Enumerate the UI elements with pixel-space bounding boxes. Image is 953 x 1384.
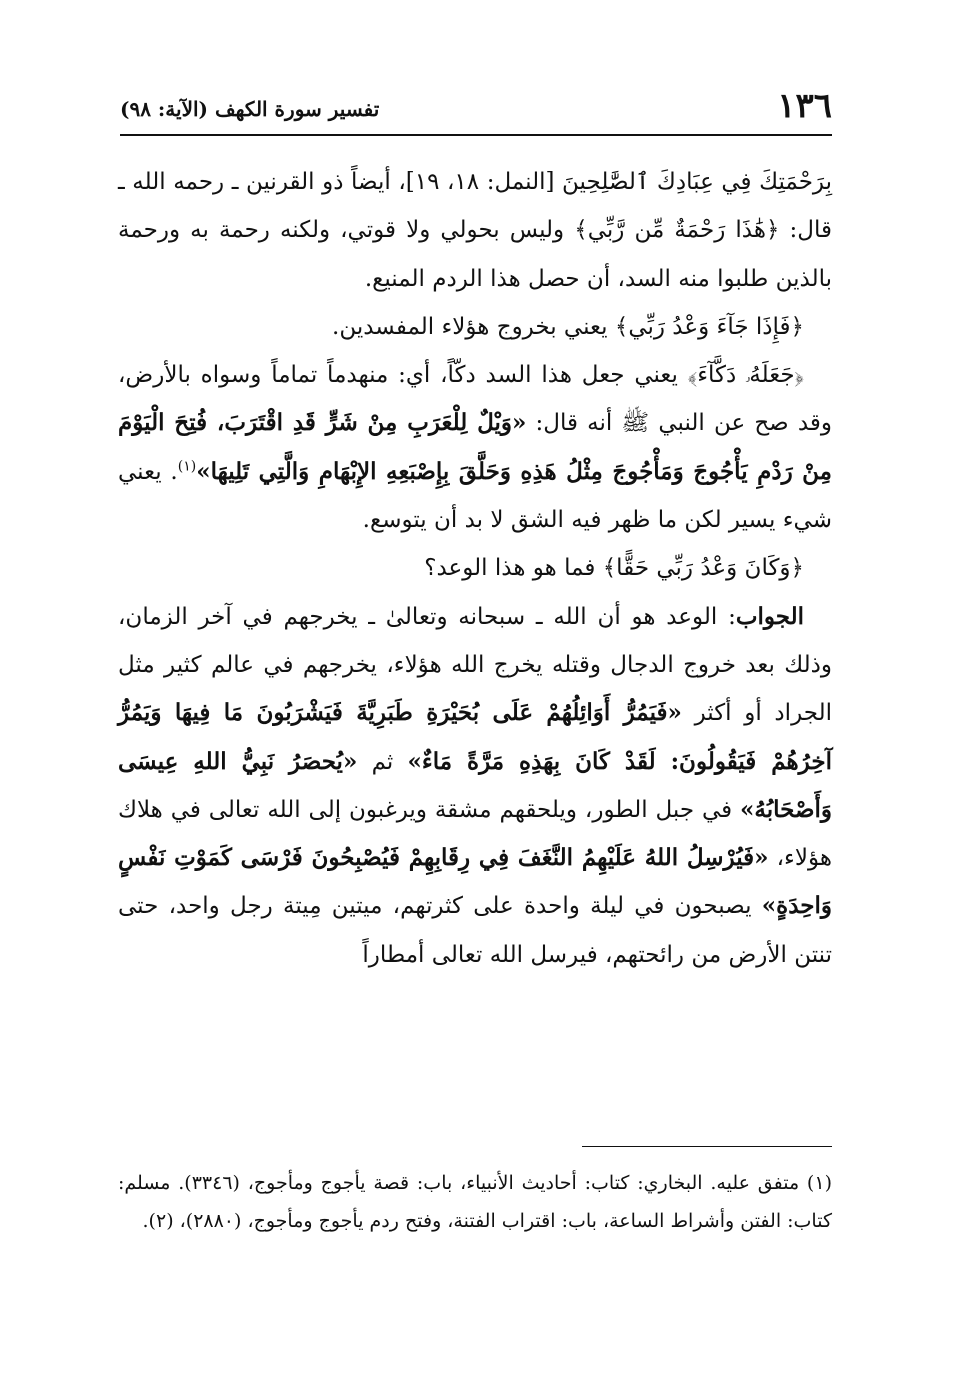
text-run: . يعني شيء يسير لكن ما ظهر فيه الشق لا بد أن يتوسع.: [118, 458, 832, 534]
quran-verse: بِرَحْمَتِكَ فِي عِبَادِكَ ٱلصَّٰلِحِينَ: [562, 169, 832, 195]
hadith-quote: «وَيْلٌ لِلْعَرَبِ مِنْ شَرٍّ قَدِ اقْتَرَبَ، فُتِحَ الْيَوْمَ مِنْ رَدْمِ يَأْجُوجَ وَمَأْجُوجَ مِثْلُ هَذِهِ وَحَلَّقَ بِإِصْبَعِهِ الإِبْهَامِ وَالَّتِي تَلِيهَا»: [118, 409, 833, 485]
hadith-quote: «فَيُرْسِلُ اللهُ عَلَيْهِمُ النَّغَفَ فِي رِقَابِهِمْ فَيُصْبِحُونَ فَرْسَى كَمَوْتِ نَفْسٍ وَاحِدَةٍ»: [118, 844, 832, 920]
answer-label: الجواب: [735, 602, 804, 630]
text-run: يصبحون في ليلة واحدة على كثرتهم، ميتين مِيتة رجل واحد، حتى تنتن الأرض من رائحتهم، فيرسل الله تعالى أمطاراً: [118, 893, 832, 968]
paragraph-3: [118, 351, 832, 544]
main-text: [118, 158, 832, 979]
paragraph-5: [118, 593, 832, 979]
text-run: ثم: [357, 748, 408, 775]
quran-verse: ﴿جَعَلَهُۥ دَكَّآءَ﴾: [687, 362, 804, 389]
text-run: [النمل: ١٨، ١٩]، أيضاً ذو القرنين ـ رحمه الله ـ قال:: [118, 169, 832, 244]
footnote-reference[interactable]: (١): [177, 458, 197, 475]
quran-verse: ﴿فَإِذَا جَآءَ وَعْدُ رَبِّي﴾: [614, 313, 804, 340]
header-rule: [120, 134, 832, 136]
paragraph-2: [118, 303, 832, 351]
hadith-quote: «يُحصَرُ نَبِيُّ اللهِ عِيسَى وَأَصْحَابُهُ»: [118, 747, 832, 823]
footnote-separator: [582, 1146, 832, 1147]
quran-verse: ﴿وَكَانَ وَعْدُ رَبِّي حَقًّا﴾: [602, 555, 804, 582]
paragraph-1: [118, 158, 832, 303]
footnote-text: (١) متفق عليه. البخاري: كتاب: أحاديث الأنبياء، باب: قصة يأجوج ومأجوج، (٣٣٤٦). مسلم: كتاب: الفتن وأشراط الساعة، باب: اقتراب الفتنة، وفتح ردم يأجوج ومأجوج، (٢٨٨٠)، (٢).: [118, 1172, 832, 1232]
text-run: في جبل الطور، ويلحقهم مشقة ويرغبون إلى الله تعالى في هلاك هؤلاء،: [118, 796, 832, 872]
text-run: يعني بخروج هؤلاء المفسدين.: [332, 313, 615, 340]
text-run: : الوعد هو أن الله ـ سبحانه وتعالىٰ ـ يخرجهم في آخر الزمان، وذلك بعد خروج الدجال وقتله يخرج الله هؤلاء، يخرجهم في عالم كثير مثل الجراد أو أكثر: [118, 603, 832, 727]
running-title: تفسير سورة الكهف (الآية: ٩٨): [120, 97, 380, 121]
footnote: [118, 1164, 832, 1240]
text-run: يعني جعل هذا السد دكّاً، أي: منهدماً تماماً وسواه بالأرض، وقد صح عن النبي ﷺ أنه قال:: [118, 362, 833, 437]
text-run: وليس بحولي ولا قوتي، ولكنه رحمة به ورحمة بالذين طلبوا منه السد، أن حصل هذا الردم المنيع.: [118, 217, 832, 292]
page-header: [120, 88, 832, 128]
page-number: ١٣٦: [777, 86, 832, 126]
hadith-quote: «فَيَمُرُّ أَوَائِلُهُمْ عَلَى بُحَيْرَةِ طَبَرِيَّةَ فَيَشْرَبُونَ مَا فِيهَا وَيَمُرُّ آخِرُهُمْ فَيَقُولُونَ: لَقَدْ كَانَ بِهَذِهِ مَرَّةً مَاءٌ»: [118, 699, 832, 775]
paragraph-4: [118, 544, 832, 592]
quran-verse: ﴿هَٰذَا رَحْمَةٌ مِّن رَّبِّي﴾: [574, 217, 780, 244]
text-run: فما هو هذا الوعد؟: [424, 555, 603, 582]
